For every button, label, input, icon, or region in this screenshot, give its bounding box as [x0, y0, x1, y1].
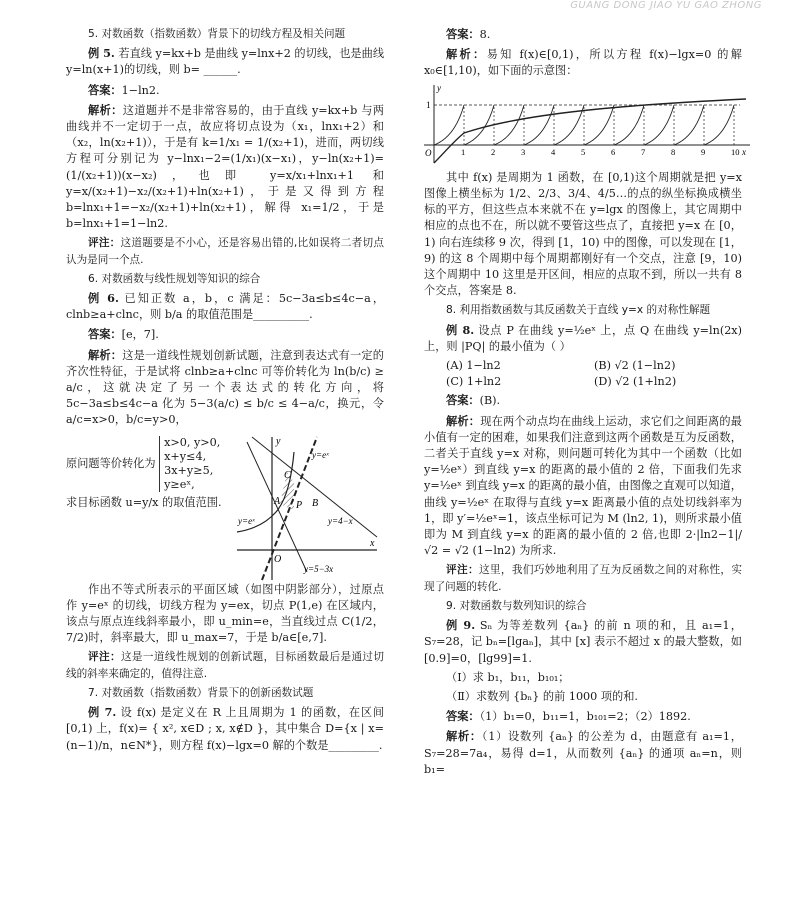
example-5-answer — [66, 82, 384, 99]
sawtooth-segment — [614, 105, 644, 145]
example-5 — [66, 45, 384, 78]
comment-label: 评注： — [88, 651, 121, 664]
example-6-text: 已知正数 a，b，c 满足：5c−3a≤b≤4c−a，clnb≥a+clnc，则 b/a 的取值范围是__________. — [66, 292, 385, 322]
fig2-label-x: x — [742, 146, 746, 157]
tangent-line-ex — [262, 437, 317, 580]
example-8-solution — [424, 413, 742, 560]
section-5-title: 5. 对数函数（指数函数）背景下的切线方程及相关问题 — [88, 28, 346, 40]
option-b: (B) √2 (1−ln2) — [594, 359, 676, 373]
label-C: C — [284, 469, 291, 481]
solution-label: 解析： — [88, 102, 123, 117]
example-6-answer — [66, 326, 384, 343]
sawtooth-segment — [704, 105, 734, 145]
solution-label: 解析： — [446, 729, 482, 744]
answer-value: (B). — [479, 394, 501, 408]
section-6-title: 6. 对数函数与线性规划等知识的综合 — [88, 272, 261, 285]
label-P: P — [296, 499, 303, 511]
example-6-solution-2: 作出不等式所表示的平面区域（如图中阴影部分），过原点作 y=eˣ 的切线，切线方程为 y=ex，切点 P(1,e) 在区域内，该点与原点连线斜率最小，即 u_min=e，当直线过点 C(1/2，7/2)时，斜率最大，即 u_max=7，于是 b/a∈[e,7]. — [66, 582, 384, 645]
sawtooth-segment — [494, 105, 524, 145]
system-intro: 原问题等价转化为 x>0, y>0, x+y≤4, 3x+y≥5, y≥eˣ, — [66, 435, 221, 491]
comment-text: 这里，我们巧妙地利用了互为反函数之间的对称性，实现了问题的转化. — [424, 564, 743, 593]
tick-label: 10 — [731, 146, 740, 157]
example-6-solution — [66, 347, 384, 429]
example-6-label: 例 6. — [88, 291, 119, 306]
section-8-title: 8. 利用指数函数与其反函数关于直线 y=x 的对称性解题 — [446, 304, 711, 317]
example-8-answer — [424, 392, 742, 409]
section-7-title: 7. 对数函数（指数函数）背景下的创新函数试题 — [88, 686, 314, 699]
answer-value: 8. — [479, 28, 491, 41]
periodic-function-figure — [424, 83, 754, 165]
solution-text: （1）设数列 {aₙ} 的公差为 d，由题意有 a₁=1，S₇=28=7a₄，易得 d=1，从而数列 {aₙ} 的通项 aₙ=n，则 b₁= — [424, 730, 742, 776]
system-line: x>0, y>0, — [164, 435, 221, 449]
label-ex-left: y=eˣ — [238, 515, 255, 526]
tick-label: 8 — [671, 146, 676, 157]
label-x: x — [370, 537, 375, 549]
example-5-label: 例 5. — [88, 46, 115, 61]
answer-label: 答案： — [88, 82, 122, 97]
fig2-label-origin: O — [425, 147, 432, 158]
left-column — [66, 26, 384, 757]
example-9-answer — [424, 708, 742, 725]
example-6 — [66, 290, 384, 323]
comment-text: 这是一道线性规划的创新试题，目标函数最后是通过切线的斜率来确定的，值得注意. — [66, 651, 385, 680]
example-6-system-block — [66, 432, 226, 582]
label-ex-top: y=eˣ — [312, 449, 329, 460]
solution-text: 易知 f(x)∈[0,1)，所以方程 f(x)−lgx=0 的解 x₀∈[1,10)，如下面的示意图： — [424, 48, 742, 78]
sawtooth-segment — [464, 105, 494, 145]
answer-label: 答案： — [446, 27, 480, 41]
label-A: A — [274, 495, 281, 507]
solution-label: 解析： — [446, 47, 487, 62]
example-9-q1: （Ⅰ）求 b₁，b₁₁，b₁₀₁； — [446, 670, 570, 684]
system-line: 3x+y≥5, — [164, 463, 214, 477]
solution-text: 这是一道线性规划创新试题，注意到表达式有一定的齐次性特征，于是试将 clnb≥a+clnc 可等价转化为 ln(b/c) ≥ a/c，这就决定了另一个表达式的转化方向，将 5c−3a≤b≤4c−a 化为 5−3(a/c) ≤ b/c ≤ 4−a/c，换元，令 a/c=x>0，b/c=y>0， — [66, 348, 384, 427]
example-9-q2: （Ⅱ）求数列 {bₙ} 的前 1000 项的和. — [446, 689, 638, 703]
section-9-title: 9. 对数函数与数列知识的综合 — [446, 599, 587, 612]
example-9-label: 例 9. — [446, 618, 476, 633]
solution-text: 现在两个动点均在曲线上运动，求它们之间距离的最小值有一定的困难，如果我们注意到这两个函数是互为反函数，二者关于直线 y=x 对称，则问题可转化为其中一个函数（比如 y=½eˣ）到直线 y=x 的距离的最小值的 2 倍，下面我们先求 y=½eˣ 到直线 y=x 的距离的最小值，由图像之直观可以知道，曲线 y=½eˣ 在取得与直线 y=x 距离最小值的点处切线斜率为 1，即 y′=½eˣ=1，该点坐标可记为 M (ln2, 1)，则所求最小值即为 M 到直线 y=x 的距离的最小值的 2 倍,也即 2·|ln2−1|/√2 = √2 (1−ln2) 为所求. — [424, 414, 742, 558]
tick-label: 3 — [521, 146, 526, 157]
fig2-label-one: 1 — [426, 99, 431, 110]
example-9-text: Sₙ 为等差数列 {aₙ} 的前 n 项的和，且 a₁=1，S₇=28，记 bₙ=[lgaₙ]，其中 [x] 表示不超过 x 的最大整数，如 [0.9]=0，[lg99]=1. — [424, 619, 742, 665]
tick-label: 9 — [701, 146, 706, 157]
example-8-options — [424, 358, 742, 390]
example-5-solution — [66, 102, 384, 233]
sawtooth-segment — [434, 105, 464, 145]
sawtooth-segment — [584, 105, 614, 145]
tick-label: 7 — [641, 146, 646, 157]
example-9-solution — [424, 728, 742, 778]
inequality-system — [159, 436, 220, 492]
example-7-solution-2: 其中 f(x) 是周期为 1 函数，在 [0,1)这个周期就是把 y=x 图像上横坐标为 1/2、2/3、3/4、4/5…的点的纵坐标换成横坐标的平方，但这些点本来就不在 y=lgx 的图像上，其它周期中相应的点也不在，所以就不要管这些点了，直接把 y=x 在 [0，1) 向右连续移 9 次，得到 [1，10) 中的图像，可以发现在 [1，9) 的这 8 个周期中每个周期都刚好有一个交点，注意 [9，10) 这个周期中 10 这里是开区间，相应的点取不到，所以一共有 8 个交点，答案是 8. — [424, 170, 742, 298]
label-5-minus-3x: y=5−3x — [304, 563, 334, 574]
tick-label: 6 — [611, 146, 616, 157]
fig2-label-y: y — [437, 82, 441, 93]
example-6-figure-row — [66, 432, 384, 582]
example-6-comment — [66, 649, 384, 681]
example-7-solution — [424, 46, 742, 79]
solution-label: 解析： — [446, 413, 481, 428]
option-d: (D) √2 (1+ln2) — [594, 375, 677, 389]
answer-value: [e，7]. — [121, 328, 159, 342]
tick-label: 1 — [461, 146, 466, 157]
answer-label: 答案： — [446, 393, 480, 408]
label-B: B — [312, 497, 319, 509]
answer-value: （1）b₁=0，b₁₁=1，b₁₀₁=2；（2）1892. — [479, 710, 691, 724]
comment-label: 评注： — [446, 564, 479, 577]
tick-label: 2 — [491, 146, 496, 157]
tick-label: 4 — [551, 146, 556, 157]
example-7-label: 例 7. — [88, 705, 117, 720]
solution-text: 这道题并不是非常容易的，由于直线 y=kx+b 与两曲线并不一定切于一点，故应将切点设为（x₁，lnx₁+2）和（x₂，ln(x₂+1)），于是有 k=1/x₁ = 1/(x₂+1)，进而，两切线方程可分别记为 y−lnx₁−2=(1/x₁)(x−x₁)，y−ln(x₂+1)=(1/(x₂+1))(x−x₂)，也即 y=x/x₁+lnx₁+1 和 y=x/(x₂+1)−x₂/(x₂+1)+ln(x₂+1)，于是又得到方程 b=lnx₁+1=−x₂/(x₂+1)+ln(x₂+1)，解得 x₁=1/2，于是 b=lnx₁+1=1−ln2. — [66, 103, 384, 231]
right-column — [424, 26, 746, 781]
example-8-text: 设点 P 在曲线 y=½eˣ 上，点 Q 在曲线 y=ln(2x) 上，则 |PQ| 的最小值为（ ） — [424, 323, 742, 353]
sawtooth-segment — [674, 105, 704, 145]
answer-label: 答案： — [88, 327, 122, 342]
example-7-text: 设 f(x) 是定义在 R 上且周期为 1 的函数，在区间 [0,1) 上，f(x)= { x², x∈D ; x, x∉D }，其中集合 D={x | x=(n−1)/n，n∈N*}，则方程 f(x)−lgx=0 解的个数是_________. — [66, 706, 385, 752]
log-curve — [434, 99, 746, 163]
system-line: y≥eˣ, — [164, 477, 195, 491]
sawtooth-group — [434, 105, 734, 145]
example-8-label: 例 8. — [446, 322, 475, 337]
label-4-minus-x: y=4−x — [328, 515, 353, 526]
option-a: (A) 1−ln2 — [446, 359, 501, 373]
example-7 — [66, 704, 384, 754]
example-7-answer — [424, 26, 742, 43]
answer-label: 答案： — [446, 709, 480, 724]
example-5-comment — [66, 235, 384, 267]
example-5-text: 若直线 y=kx+b 是曲线 y=lnx+2 的切线，也是曲线 y=ln(x+1)的切线，则 b= ______. — [66, 47, 385, 77]
linear-programming-figure — [232, 432, 382, 582]
answer-value: 1−ln2. — [121, 83, 160, 97]
running-header: GUANG DONG JIAO YU GAO ZHONG — [570, 0, 762, 11]
example-8-comment — [424, 562, 742, 594]
sawtooth-segment — [524, 105, 554, 145]
example-9 — [424, 617, 742, 667]
system-line: x+y≤4, — [164, 449, 207, 463]
solution-label: 解析： — [88, 347, 123, 362]
label-origin: O — [274, 553, 282, 565]
label-y: y — [276, 435, 281, 447]
sawtooth-segment — [644, 105, 674, 145]
option-c: (C) 1+ln2 — [446, 375, 502, 389]
comment-text: 这道题要是不小心，还是容易出错的,比如误将二者切点认为是同一个点. — [66, 237, 384, 266]
example-6-goal: 求目标函数 u=y/x 的取值范围. — [66, 495, 222, 509]
comment-label: 评注： — [88, 237, 121, 250]
tick-label: 5 — [581, 146, 586, 157]
example-8 — [424, 322, 742, 355]
